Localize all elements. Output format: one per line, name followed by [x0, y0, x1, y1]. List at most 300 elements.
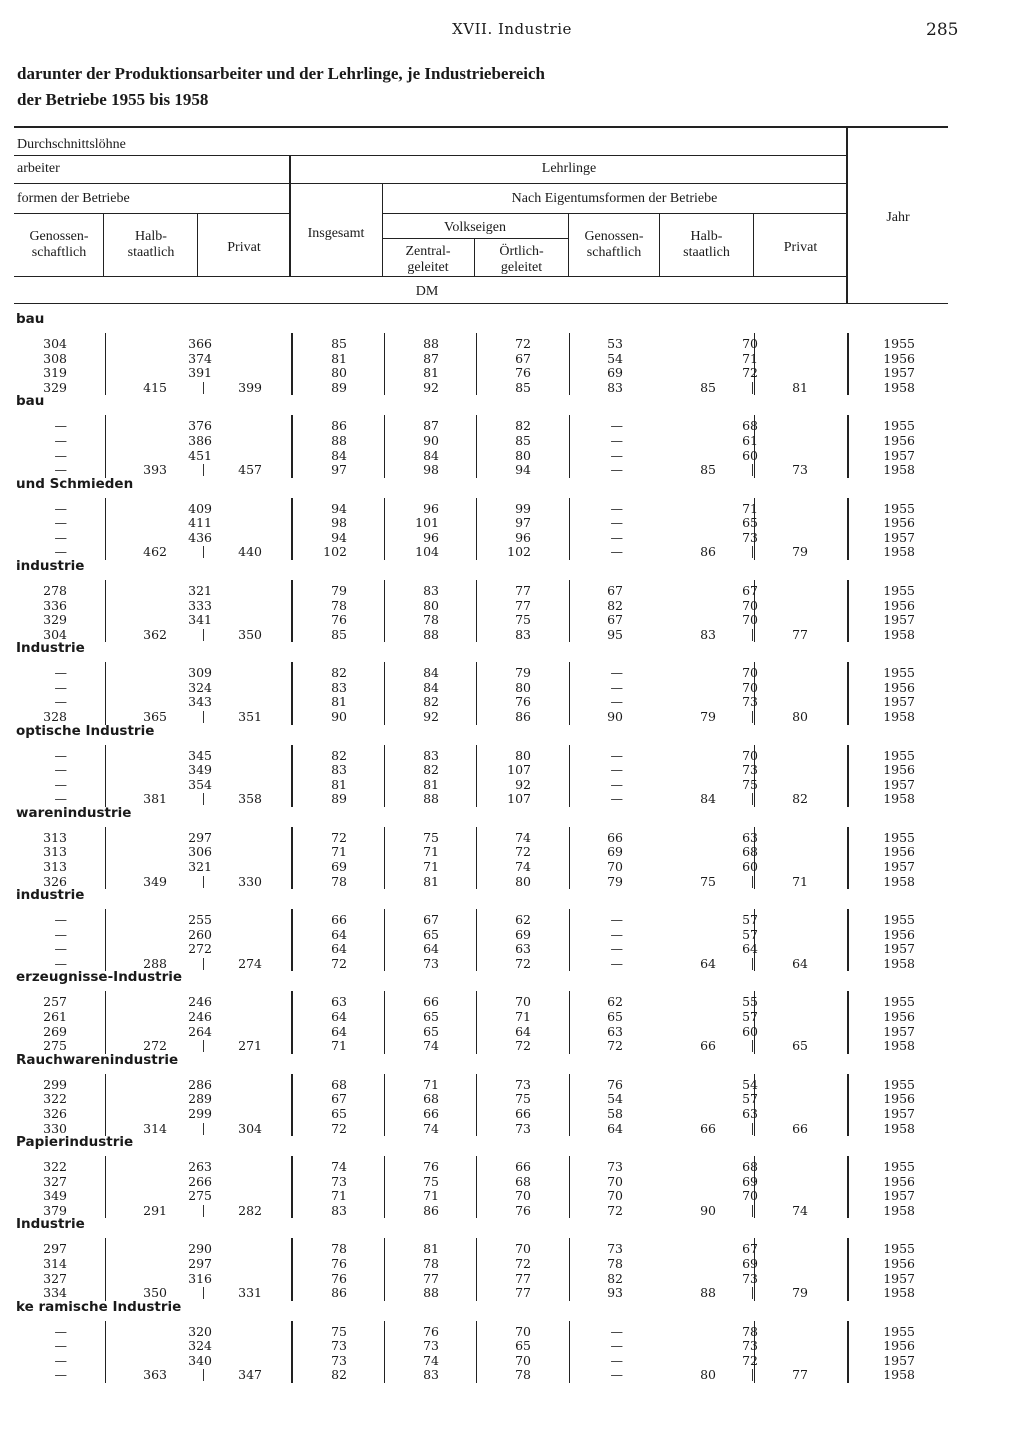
cell-zentralgeleitet: 92 [423, 379, 439, 395]
cell-zentralgeleitet: 76 [423, 1159, 439, 1174]
header-privat-right: Privat [783, 240, 818, 255]
cell-lehrl-genossenschaftlich: — [610, 515, 623, 531]
cell-jahr: 1955 [883, 1241, 915, 1257]
cell-privat: 263 [188, 1159, 212, 1174]
cell-genossenschaftlich: 329 [43, 612, 67, 628]
cell-lehrl-genossenschaftlich: 72 [607, 1202, 623, 1218]
cell-lehrl-privat: 70 [742, 1188, 758, 1204]
cell-genossenschaftlich: — [54, 762, 67, 778]
cell-privat: 436 [188, 529, 212, 545]
cell-oertlichgeleitet: 83 [515, 626, 531, 642]
cell-privat: 386 [188, 432, 212, 448]
cell-halbstaatlich: 363 [143, 1367, 167, 1383]
split-tick [752, 1123, 753, 1135]
cell-lehrl-genossenschaftlich: — [610, 665, 623, 681]
cell-privat: 275 [188, 1188, 212, 1204]
cell-oertlichgeleitet: 80 [515, 873, 531, 889]
section-heading: Industrie [16, 640, 85, 657]
cell-jahr: 1955 [883, 912, 915, 928]
column-rule [105, 580, 106, 642]
cell-lehrl-privat: 79 [792, 1285, 808, 1301]
cell-lehrl-halbstaatlich: 83 [700, 626, 716, 642]
cell-oertlichgeleitet: 70 [515, 1323, 531, 1339]
cell-insgesamt: 64 [331, 941, 347, 957]
cell-privat: 333 [188, 597, 212, 613]
cell-privat: 347 [238, 1367, 262, 1383]
header-rule-volkseigen [382, 238, 568, 239]
cell-lehrl-privat: 70 [742, 665, 758, 681]
cell-insgesamt: 83 [331, 1202, 347, 1218]
cell-insgesamt: 76 [331, 1270, 347, 1286]
cell-lehrl-genossenschaftlich: 54 [607, 350, 623, 366]
split-tick [752, 1205, 753, 1217]
split-tick [203, 1123, 204, 1135]
cell-oertlichgeleitet: 86 [515, 709, 531, 724]
cell-lehrl-privat: 70 [742, 747, 758, 763]
cell-lehrl-privat: 73 [742, 1270, 758, 1286]
cell-lehrl-privat: 78 [742, 1323, 758, 1339]
cell-zentralgeleitet: 88 [423, 626, 439, 642]
cell-insgesamt: 73 [331, 1338, 347, 1354]
cell-privat: 266 [188, 1173, 212, 1189]
cell-insgesamt: 83 [331, 679, 347, 695]
cell-lehrl-privat: 57 [742, 912, 758, 928]
cell-genossenschaftlich: — [54, 1338, 67, 1354]
cell-oertlichgeleitet: 73 [515, 1076, 531, 1092]
cell-halbstaatlich: 288 [143, 955, 167, 971]
cell-lehrl-genossenschaftlich: 54 [607, 1091, 623, 1107]
cell-privat: 309 [188, 665, 212, 681]
cell-insgesamt: 71 [331, 1188, 347, 1204]
cell-insgesamt: 102 [323, 544, 347, 560]
cell-jahr: 1958 [883, 1285, 915, 1301]
cell-zentralgeleitet: 84 [423, 679, 439, 695]
header-rule-eigentum [382, 213, 847, 214]
cell-privat: 324 [188, 679, 212, 695]
table-title-line-2: der Betriebe 1955 bis 1958 [17, 90, 209, 109]
cell-zentralgeleitet: 74 [423, 1120, 439, 1136]
split-tick [203, 711, 204, 723]
cell-insgesamt: 74 [331, 1159, 347, 1174]
cell-genossenschaftlich: — [54, 544, 67, 560]
cell-lehrl-genossenschaftlich: — [610, 447, 623, 463]
header-halb-left-1: Halb- [135, 229, 167, 244]
cell-zentralgeleitet: 98 [423, 462, 439, 478]
split-tick [752, 1287, 753, 1299]
cell-zentralgeleitet: 88 [423, 791, 439, 807]
cell-insgesamt: 71 [331, 844, 347, 860]
cell-genossenschaftlich: — [54, 776, 67, 792]
cell-oertlichgeleitet: 76 [515, 1202, 531, 1218]
cell-insgesamt: 78 [331, 1241, 347, 1257]
cell-lehrl-genossenschaftlich: — [610, 544, 623, 560]
cell-lehrl-halbstaatlich: 85 [700, 379, 716, 395]
cell-privat: 264 [188, 1023, 212, 1039]
cell-halbstaatlich: 349 [143, 873, 167, 889]
cell-lehrl-genossenschaftlich: 90 [607, 709, 623, 724]
cell-oertlichgeleitet: 63 [515, 941, 531, 957]
cell-insgesamt: 72 [331, 955, 347, 971]
cell-insgesamt: 82 [331, 747, 347, 763]
cell-lehrl-genossenschaftlich: 64 [607, 1120, 623, 1136]
column-rule [847, 580, 849, 642]
header-unit-dm: DM [415, 284, 439, 299]
cell-jahr: 1956 [883, 926, 915, 942]
cell-lehrl-genossenschaftlich: — [610, 432, 623, 448]
cell-genossenschaftlich: — [54, 1323, 67, 1339]
split-tick [203, 958, 204, 970]
split-tick [203, 793, 204, 805]
section-heading: und Schmieden [16, 475, 134, 492]
column-rule [847, 333, 849, 395]
cell-genossenschaftlich: 257 [43, 994, 67, 1010]
cell-lehrl-genossenschaftlich: 67 [607, 582, 623, 598]
cell-lehrl-privat: 77 [792, 626, 808, 642]
cell-privat: 297 [188, 1255, 212, 1271]
cell-halbstaatlich: 381 [143, 791, 167, 807]
cell-zentralgeleitet: 65 [423, 1023, 439, 1039]
cell-privat: 366 [188, 336, 212, 351]
cell-zentralgeleitet: 96 [423, 529, 439, 545]
cell-lehrl-genossenschaftlich: — [610, 462, 623, 478]
cell-privat: 290 [188, 1241, 212, 1257]
cell-zentralgeleitet: 82 [423, 762, 439, 778]
cell-jahr: 1955 [883, 1159, 915, 1174]
cell-zentralgeleitet: 81 [423, 873, 439, 889]
cell-lehrl-genossenschaftlich: 78 [607, 1255, 623, 1271]
cell-lehrl-privat: 68 [742, 1159, 758, 1174]
cell-zentralgeleitet: 83 [423, 747, 439, 763]
section-heading: Rauchwarenindustrie [16, 1051, 179, 1068]
cell-oertlichgeleitet: 67 [515, 350, 531, 366]
cell-genossenschaftlich: 304 [43, 336, 67, 351]
cell-lehrl-privat: 60 [742, 1023, 758, 1039]
column-rule [105, 1156, 106, 1218]
cell-lehrl-genossenschaftlich: — [610, 747, 623, 763]
header-durchschnittsloehne: Durchschnittslöhne [17, 137, 126, 152]
cell-oertlichgeleitet: 72 [515, 1255, 531, 1271]
cell-insgesamt: 82 [331, 1367, 347, 1383]
cell-oertlichgeleitet: 77 [515, 582, 531, 598]
cell-oertlichgeleitet: 107 [507, 762, 531, 778]
cell-jahr: 1955 [883, 1076, 915, 1092]
cell-genossenschaftlich: — [54, 529, 67, 545]
cell-oertlichgeleitet: 75 [515, 612, 531, 628]
cell-oertlichgeleitet: 76 [515, 365, 531, 381]
cell-jahr: 1957 [883, 941, 915, 957]
cell-jahr: 1956 [883, 350, 915, 366]
cell-lehrl-genossenschaftlich: 69 [607, 844, 623, 860]
cell-insgesamt: 85 [331, 336, 347, 351]
cell-oertlichgeleitet: 75 [515, 1091, 531, 1107]
cell-jahr: 1958 [883, 379, 915, 395]
cell-halbstaatlich: 314 [143, 1120, 167, 1136]
cell-oertlichgeleitet: 66 [515, 1105, 531, 1121]
cell-privat: 282 [238, 1202, 262, 1218]
cell-genossenschaftlich: — [54, 432, 67, 448]
cell-privat: 341 [188, 612, 212, 628]
cell-jahr: 1957 [883, 447, 915, 463]
cell-lehrl-genossenschaftlich: — [610, 776, 623, 792]
header-genossen-left-2: schaftlich [31, 245, 87, 260]
cell-lehrl-privat: 57 [742, 926, 758, 942]
cell-oertlichgeleitet: 94 [515, 462, 531, 478]
cell-privat: 286 [188, 1076, 212, 1092]
header-oertlich-2: geleitet [500, 260, 543, 275]
cell-oertlichgeleitet: 72 [515, 1038, 531, 1054]
cell-insgesamt: 64 [331, 1009, 347, 1024]
cell-oertlichgeleitet: 92 [515, 776, 531, 792]
cell-lehrl-privat: 81 [792, 379, 808, 395]
header-formen: formen der Betriebe [17, 191, 130, 206]
cell-oertlichgeleitet: 70 [515, 994, 531, 1010]
cell-lehrl-genossenschaftlich: 73 [607, 1159, 623, 1174]
cell-lehrl-genossenschaftlich: — [610, 912, 623, 928]
header-rule-formen [14, 213, 290, 214]
cell-insgesamt: 94 [331, 529, 347, 545]
cell-oertlichgeleitet: 97 [515, 515, 531, 531]
cell-jahr: 1955 [883, 500, 915, 516]
cell-lehrl-genossenschaftlich: 95 [607, 626, 623, 642]
cell-insgesamt: 78 [331, 597, 347, 613]
cell-genossenschaftlich: — [54, 791, 67, 807]
cell-zentralgeleitet: 73 [423, 955, 439, 971]
cell-jahr: 1956 [883, 844, 915, 860]
cell-zentralgeleitet: 104 [415, 544, 439, 560]
cell-genossenschaftlich: 261 [43, 1009, 67, 1024]
cell-zentralgeleitet: 80 [423, 597, 439, 613]
cell-lehrl-genossenschaftlich: — [610, 529, 623, 545]
cell-jahr: 1958 [883, 873, 915, 889]
cell-genossenschaftlich: 328 [43, 709, 67, 724]
cell-privat: 411 [188, 515, 212, 531]
cell-zentralgeleitet: 90 [423, 432, 439, 448]
cell-lehrl-privat: 80 [792, 709, 808, 724]
cell-halbstaatlich: 272 [143, 1038, 167, 1054]
header-halb-right-2: staatlich [683, 245, 730, 260]
cell-jahr: 1957 [883, 365, 915, 381]
cell-privat: 321 [188, 859, 212, 874]
cell-jahr: 1957 [883, 694, 915, 710]
cell-insgesamt: 72 [331, 829, 347, 845]
cell-lehrl-privat: 66 [792, 1120, 808, 1136]
cell-halbstaatlich: 415 [143, 379, 167, 395]
cell-jahr: 1956 [883, 515, 915, 531]
cell-jahr: 1957 [883, 776, 915, 792]
cell-zentralgeleitet: 78 [423, 612, 439, 628]
cell-lehrl-genossenschaftlich: 69 [607, 365, 623, 381]
cell-lehrl-privat: 70 [742, 336, 758, 351]
cell-lehrl-privat: 63 [742, 829, 758, 845]
cell-insgesamt: 89 [331, 791, 347, 807]
cell-lehrl-privat: 68 [742, 418, 758, 434]
cell-jahr: 1957 [883, 1023, 915, 1039]
cell-privat: 272 [188, 941, 212, 957]
cell-privat: 374 [188, 350, 212, 366]
header-jahr: Jahr [886, 210, 910, 225]
cell-lehrl-genossenschaftlich: 70 [607, 859, 623, 874]
cell-oertlichgeleitet: 78 [515, 1367, 531, 1383]
cell-genossenschaftlich: — [54, 447, 67, 463]
cell-lehrl-halbstaatlich: 88 [700, 1285, 716, 1301]
cell-jahr: 1958 [883, 1120, 915, 1136]
cell-zentralgeleitet: 83 [423, 582, 439, 598]
cell-privat: 354 [188, 776, 212, 792]
cell-lehrl-privat: 64 [792, 955, 808, 971]
cell-lehrl-genossenschaftlich: — [610, 955, 623, 971]
cell-insgesamt: 83 [331, 762, 347, 778]
cell-oertlichgeleitet: 80 [515, 747, 531, 763]
cell-zentralgeleitet: 64 [423, 941, 439, 957]
cell-genossenschaftlich: — [54, 694, 67, 710]
cell-oertlichgeleitet: 102 [507, 544, 531, 560]
cell-privat: 340 [188, 1352, 212, 1368]
cell-lehrl-genossenschaftlich: 73 [607, 1241, 623, 1257]
cell-lehrl-privat: 77 [792, 1367, 808, 1383]
cell-oertlichgeleitet: 77 [515, 1270, 531, 1286]
cell-privat: 304 [238, 1120, 262, 1136]
cell-insgesamt: 98 [331, 515, 347, 531]
cell-oertlichgeleitet: 70 [515, 1241, 531, 1257]
cell-oertlichgeleitet: 74 [515, 829, 531, 845]
cell-zentralgeleitet: 88 [423, 336, 439, 351]
cell-zentralgeleitet: 78 [423, 1255, 439, 1271]
cell-zentralgeleitet: 84 [423, 665, 439, 681]
cell-genossenschaftlich: — [54, 912, 67, 928]
cell-insgesamt: 97 [331, 462, 347, 478]
cell-oertlichgeleitet: 64 [515, 1023, 531, 1039]
cell-genossenschaftlich: 313 [43, 844, 67, 860]
cell-oertlichgeleitet: 70 [515, 1352, 531, 1368]
cell-zentralgeleitet: 87 [423, 418, 439, 434]
cell-jahr: 1956 [883, 432, 915, 448]
cell-insgesamt: 68 [331, 1076, 347, 1092]
cell-genossenschaftlich: — [54, 955, 67, 971]
cell-lehrl-privat: 69 [742, 1173, 758, 1189]
cell-zentralgeleitet: 81 [423, 776, 439, 792]
cell-insgesamt: 76 [331, 612, 347, 628]
cell-jahr: 1958 [883, 626, 915, 642]
split-tick [203, 382, 204, 394]
cell-zentralgeleitet: 87 [423, 350, 439, 366]
cell-lehrl-genossenschaftlich: 70 [607, 1173, 623, 1189]
cell-privat: 391 [188, 365, 212, 381]
cell-jahr: 1958 [883, 462, 915, 478]
cell-insgesamt: 66 [331, 912, 347, 928]
cell-jahr: 1957 [883, 1270, 915, 1286]
cell-jahr: 1958 [883, 955, 915, 971]
cell-oertlichgeleitet: 72 [515, 844, 531, 860]
cell-lehrl-genossenschaftlich: — [610, 1323, 623, 1339]
cell-insgesamt: 81 [331, 694, 347, 710]
split-tick [203, 1040, 204, 1052]
cell-oertlichgeleitet: 99 [515, 500, 531, 516]
cell-lehrl-halbstaatlich: 80 [700, 1367, 716, 1383]
column-rule [105, 909, 106, 971]
cell-lehrl-genossenschaftlich: 82 [607, 597, 623, 613]
cell-genossenschaftlich: 304 [43, 626, 67, 642]
cell-privat: 297 [188, 829, 212, 845]
running-header: XVII. Industrie [452, 20, 572, 38]
column-rule [847, 1074, 849, 1136]
cell-jahr: 1958 [883, 709, 915, 724]
cell-lehrl-privat: 65 [792, 1038, 808, 1054]
cell-genossenschaftlich: 313 [43, 859, 67, 874]
cell-lehrl-privat: 57 [742, 1091, 758, 1107]
section-heading: bau [16, 393, 45, 410]
cell-lehrl-privat: 60 [742, 859, 758, 874]
section-heading: industrie [16, 557, 85, 574]
cell-lehrl-genossenschaftlich: 65 [607, 1009, 623, 1024]
cell-lehrl-genossenschaftlich: 76 [607, 1076, 623, 1092]
cell-insgesamt: 65 [331, 1105, 347, 1121]
cell-lehrl-genossenschaftlich: 79 [607, 873, 623, 889]
cell-privat: 399 [238, 379, 262, 395]
cell-privat: 271 [238, 1038, 262, 1054]
section-heading: ke ramische Industrie [16, 1298, 182, 1315]
cell-lehrl-halbstaatlich: 85 [700, 462, 716, 478]
cell-zentralgeleitet: 66 [423, 1105, 439, 1121]
column-rule [847, 991, 849, 1053]
cell-genossenschaftlich: — [54, 515, 67, 531]
cell-genossenschaftlich: — [54, 462, 67, 478]
cell-privat: 246 [188, 1009, 212, 1024]
cell-insgesamt: 88 [331, 432, 347, 448]
cell-jahr: 1956 [883, 679, 915, 695]
header-rule-1 [14, 155, 848, 156]
cell-lehrl-halbstaatlich: 66 [700, 1120, 716, 1136]
cell-jahr: 1957 [883, 1188, 915, 1204]
column-rule [847, 745, 849, 807]
cell-genossenschaftlich: 322 [43, 1159, 67, 1174]
cell-lehrl-privat: 67 [742, 582, 758, 598]
cell-lehrl-privat: 71 [792, 873, 808, 889]
cell-insgesamt: 71 [331, 1038, 347, 1054]
header-oertlich-1: Örtlich- [499, 244, 544, 259]
cell-zentralgeleitet: 71 [423, 844, 439, 860]
cell-lehrl-privat: 55 [742, 994, 758, 1010]
cell-genossenschaftlich: 330 [43, 1120, 67, 1136]
cell-genossenschaftlich: 327 [43, 1173, 67, 1189]
cell-jahr: 1957 [883, 1105, 915, 1121]
column-rule [105, 1238, 106, 1300]
cell-jahr: 1958 [883, 544, 915, 560]
cell-genossenschaftlich: — [54, 665, 67, 681]
cell-privat: 255 [188, 912, 212, 928]
cell-oertlichgeleitet: 85 [515, 379, 531, 395]
cell-genossenschaftlich: 322 [43, 1091, 67, 1107]
cell-oertlichgeleitet: 85 [515, 432, 531, 448]
cell-privat: 260 [188, 926, 212, 942]
cell-lehrl-privat: 70 [742, 612, 758, 628]
split-tick [752, 629, 753, 641]
cell-oertlichgeleitet: 77 [515, 597, 531, 613]
cell-lehrl-privat: 73 [742, 762, 758, 778]
cell-insgesamt: 81 [331, 776, 347, 792]
cell-zentralgeleitet: 82 [423, 694, 439, 710]
cell-zentralgeleitet: 81 [423, 1241, 439, 1257]
header-genossen-right-1: Genossen- [584, 229, 644, 244]
cell-lehrl-privat: 72 [742, 365, 758, 381]
cell-insgesamt: 86 [331, 418, 347, 434]
cell-zentralgeleitet: 73 [423, 1338, 439, 1354]
cell-lehrl-genossenschaftlich: — [610, 679, 623, 695]
cell-insgesamt: 73 [331, 1173, 347, 1189]
cell-oertlichgeleitet: 73 [515, 1120, 531, 1136]
section-heading: warenindustrie [16, 804, 132, 821]
cell-lehrl-genossenschaftlich: — [610, 1367, 623, 1383]
cell-privat: 330 [238, 873, 262, 889]
